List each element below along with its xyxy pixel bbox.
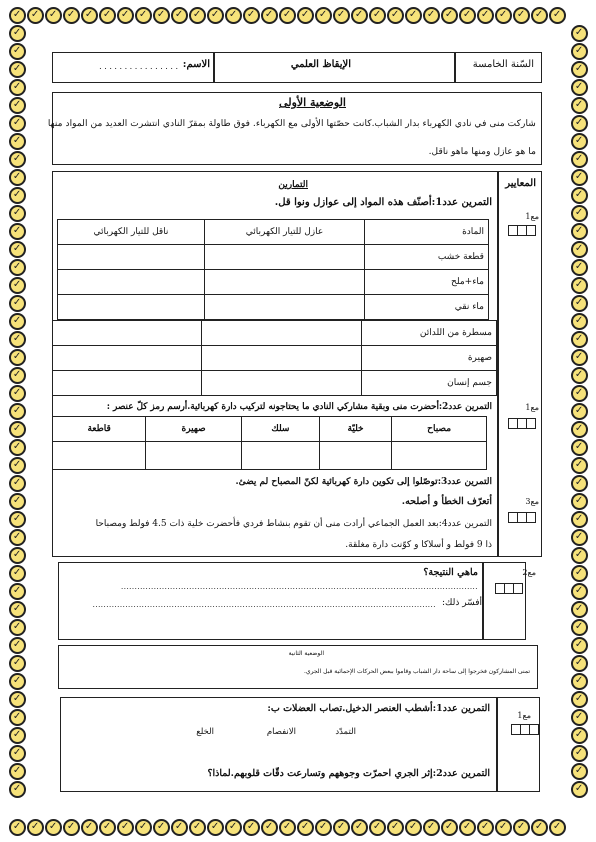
ex2-prompt: التمرين عدد2:أحضرت منى وبقية مشاركي النادي ما يحتاجونه لتركيب دارة كهربائية.أرسم رمز كلّ عنصر : [106,402,492,412]
border-check-icon: ✓ [9,7,26,24]
ex4-explain: أفسّر ذلك: [441,598,482,608]
ex4-answer-line1[interactable]: ................................................................................................................................... [121,583,478,591]
border-check-icon: ✓ [477,819,494,836]
border-check-icon: ✓ [571,475,588,492]
ex1-cell[interactable] [53,321,202,346]
border-check-icon: ✓ [225,819,242,836]
border-check-icon: ✓ [9,493,26,510]
border-check-icon: ✓ [441,7,458,24]
border-check-icon: ✓ [477,7,494,24]
ex2-symbol-cell[interactable] [146,442,242,470]
border-check-icon: ✓ [571,349,588,366]
border-check-icon: ✓ [9,241,26,258]
border-check-icon: ✓ [9,133,26,150]
border-check-icon: ✓ [513,7,530,24]
border-check-icon: ✓ [9,727,26,744]
border-check-icon: ✓ [571,619,588,636]
border-check-icon: ✓ [9,565,26,582]
border-check-icon: ✓ [9,187,26,204]
border-check-icon: ✓ [9,331,26,348]
border-check-icon: ✓ [9,43,26,60]
ex3-task: أتعرّف الخطأ و أصلحه. [401,496,492,507]
border-check-icon: ✓ [9,619,26,636]
border-check-icon: ✓ [9,295,26,312]
level-label: السّنة الخامسة [472,59,534,70]
border-check-icon: ✓ [9,349,26,366]
border-check-icon: ✓ [9,583,26,600]
border-check-icon: ✓ [207,819,224,836]
border-check-icon: ✓ [9,385,26,402]
ex2-symbol-cell[interactable] [53,442,146,470]
criterion-1b: مع1 [525,403,539,412]
border-check-icon: ✓ [571,745,588,762]
ex1-prompt: التمرين عدد1:أصنّف هذه المواد إلى عوازل ونوا قل. [274,197,492,208]
border-check-icon: ✓ [153,819,170,836]
border-check-icon: ✓ [571,151,588,168]
border-check-icon: ✓ [207,7,224,24]
border-check-icon: ✓ [571,313,588,330]
border-check-icon: ✓ [369,819,386,836]
ex1-cell[interactable] [53,371,202,396]
border-check-icon: ✓ [9,439,26,456]
name-dots[interactable]: . . . . . . . . . . . . . . . . [99,62,178,71]
border-check-icon: ✓ [9,547,26,564]
border-check-icon: ✓ [571,277,588,294]
border-check-icon: ✓ [297,7,314,24]
border-check-icon: ✓ [9,421,26,438]
ex2-component: مصباح [392,417,487,442]
border-check-icon: ✓ [9,511,26,528]
border-check-icon: ✓ [99,7,116,24]
border-check-icon: ✓ [63,819,80,836]
criteria-label: المعايير [505,178,536,189]
border-check-icon: ✓ [99,819,116,836]
border-check-icon: ✓ [315,7,332,24]
border-check-icon: ✓ [351,819,368,836]
ex1-cell[interactable] [53,346,202,371]
border-check-icon: ✓ [9,169,26,186]
border-check-icon: ✓ [387,7,404,24]
border-check-icon: ✓ [171,7,188,24]
border-check-icon: ✓ [243,7,260,24]
ex1-table-top [57,219,489,320]
border-check-icon: ✓ [459,7,476,24]
ex1-material: ماء+ملح [365,270,489,295]
border-check-icon: ✓ [9,709,26,726]
border-check-icon: ✓ [571,259,588,276]
border-check-icon: ✓ [81,7,98,24]
ex5-option[interactable]: التمدّد [335,727,356,737]
criteria2-divider [496,697,498,792]
border-check-icon: ✓ [571,43,588,60]
border-check-icon: ✓ [9,115,26,132]
border-check-icon: ✓ [27,819,44,836]
border-check-icon: ✓ [279,819,296,836]
ex6-prompt: التمرين عدد2:إثر الجري احمرّت وجوههم وتسارعت دقّات قلوبهم.لماذا؟ [207,768,490,779]
ex2-table [52,416,487,470]
border-check-icon: ✓ [571,169,588,186]
border-check-icon: ✓ [571,763,588,780]
border-check-icon: ✓ [369,7,386,24]
border-check-icon: ✓ [9,655,26,672]
border-check-icon: ✓ [571,421,588,438]
ex2-component: قاطعة [53,417,146,442]
score-box-2[interactable] [496,583,523,594]
border-check-icon: ✓ [9,637,26,654]
bottom-border [8,818,566,836]
criterion-1a: مع1 [525,212,539,221]
border-check-icon: ✓ [351,7,368,24]
ex2-symbol-cell[interactable] [392,442,487,470]
ex1-header-conductor: ناقل للتيار الكهربائي [58,220,205,245]
border-check-icon: ✓ [531,819,548,836]
border-check-icon: ✓ [423,7,440,24]
border-check-icon: ✓ [571,25,588,42]
border-check-icon: ✓ [63,7,80,24]
border-check-icon: ✓ [315,819,332,836]
border-check-icon: ✓ [9,403,26,420]
border-check-icon: ✓ [9,819,26,836]
border-check-icon: ✓ [9,97,26,114]
border-check-icon: ✓ [81,819,98,836]
result-divider [482,562,484,640]
ex1-cell[interactable] [202,321,362,346]
ex4-line1: التمرين عدد4:بعد العمل الجماعي أرادت منى أن تقوم بنشاط فردي فأحضرت خلية ذات 4.5 فولط ومصباحا [95,519,492,529]
border-check-icon: ✓ [571,511,588,528]
score-box-1b[interactable] [509,418,536,429]
border-check-icon: ✓ [571,115,588,132]
border-check-icon: ✓ [571,187,588,204]
ex2-symbol-cell[interactable] [241,442,319,470]
border-check-icon: ✓ [571,673,588,690]
ex1-cell[interactable] [205,270,365,295]
ex1-cell[interactable] [205,245,365,270]
border-check-icon: ✓ [571,241,588,258]
border-check-icon: ✓ [571,331,588,348]
situation1-title: الوضعية الأولى [279,96,346,109]
border-check-icon: ✓ [297,819,314,836]
border-check-icon: ✓ [571,367,588,384]
right-border [570,24,588,798]
border-check-icon: ✓ [571,439,588,456]
header-divider-2 [213,52,215,83]
border-check-icon: ✓ [135,7,152,24]
top-border [8,6,566,24]
border-check-icon: ✓ [571,781,588,798]
exercises-title: التمارين [278,180,308,190]
border-check-icon: ✓ [135,819,152,836]
border-check-icon: ✓ [387,819,404,836]
border-check-icon: ✓ [117,7,134,24]
border-check-icon: ✓ [27,7,44,24]
border-check-icon: ✓ [571,529,588,546]
border-check-icon: ✓ [459,819,476,836]
border-check-icon: ✓ [279,7,296,24]
border-check-icon: ✓ [531,7,548,24]
border-check-icon: ✓ [571,547,588,564]
border-check-icon: ✓ [495,7,512,24]
border-check-icon: ✓ [9,277,26,294]
border-check-icon: ✓ [189,819,206,836]
border-check-icon: ✓ [571,709,588,726]
ex1-cell[interactable] [205,295,365,320]
border-check-icon: ✓ [571,655,588,672]
criteria-divider [497,171,499,557]
criterion-3: مع3 [525,497,539,506]
border-check-icon: ✓ [189,7,206,24]
ex1-header-insulator: عازل للتيار الكهربائي [205,220,365,245]
ex5-option[interactable]: الانفصام [266,727,296,737]
border-check-icon: ✓ [571,403,588,420]
border-check-icon: ✓ [571,727,588,744]
criterion-2: مع2 [522,568,536,577]
border-check-icon: ✓ [9,457,26,474]
border-check-icon: ✓ [261,819,278,836]
ex2-component: صهيرة [146,417,242,442]
ex1-cell[interactable] [202,346,362,371]
border-check-icon: ✓ [171,819,188,836]
criterion-1c: مع1 [517,711,531,720]
score-box-1a[interactable] [509,225,536,236]
border-check-icon: ✓ [549,819,566,836]
ex1-material: قطعة خشب [365,245,489,270]
border-check-icon: ✓ [571,295,588,312]
border-check-icon: ✓ [495,819,512,836]
border-check-icon: ✓ [571,583,588,600]
ex4-line2: ذا 9 فولط و أسلاكا و كوّنت دارة مغلقة. [345,540,492,550]
border-check-icon: ✓ [9,745,26,762]
ex1-cell[interactable] [58,245,205,270]
border-check-icon: ✓ [571,133,588,150]
border-check-icon: ✓ [9,673,26,690]
border-check-icon: ✓ [45,819,62,836]
score-box-3[interactable] [509,512,536,523]
border-check-icon: ✓ [405,7,422,24]
border-check-icon: ✓ [9,223,26,240]
border-check-icon: ✓ [571,223,588,240]
border-check-icon: ✓ [9,781,26,798]
border-check-icon: ✓ [9,205,26,222]
ex5-option[interactable]: الخلع [196,727,214,737]
ex1-table-bottom [52,320,497,396]
border-check-icon: ✓ [571,565,588,582]
border-check-icon: ✓ [9,763,26,780]
border-check-icon: ✓ [571,637,588,654]
ex2-symbol-cell[interactable] [319,442,391,470]
header-divider-1 [454,52,456,83]
border-check-icon: ✓ [571,79,588,96]
border-check-icon: ✓ [571,601,588,618]
ex1-cell[interactable] [202,371,362,396]
ex5-prompt: التمرين عدد1:أشطب العنصر الدخيل.تصاب العضلات ب: [267,703,490,714]
subject-label: الإيقاظ العلمي [290,59,351,70]
border-check-icon: ✓ [441,819,458,836]
ex1-cell[interactable] [58,295,205,320]
border-check-icon: ✓ [9,367,26,384]
border-check-icon: ✓ [333,7,350,24]
border-check-icon: ✓ [9,691,26,708]
border-check-icon: ✓ [571,61,588,78]
ex1-material: جسم إنسان [362,371,497,396]
border-check-icon: ✓ [9,475,26,492]
border-check-icon: ✓ [9,151,26,168]
situation2-text: تمنى المشاركون فخرجوا إلى ساحة دار الشباب وقاموا ببعض الحركات الإحمائية قبل الجري. [303,668,530,675]
ex4-question: ماهي النتيجة؟ [423,567,478,578]
border-check-icon: ✓ [9,25,26,42]
score-box-1c[interactable] [512,724,539,735]
border-check-icon: ✓ [571,97,588,114]
ex2-component: خليّة [319,417,391,442]
ex1-header-material: المادة [365,220,489,245]
border-check-icon: ✓ [571,205,588,222]
border-check-icon: ✓ [261,7,278,24]
border-check-icon: ✓ [423,819,440,836]
border-check-icon: ✓ [9,61,26,78]
border-check-icon: ✓ [9,601,26,618]
ex3-prompt: التمرين عدد3:توصّلوا إلى تكوين دارة كهربائية لكنّ المصباح لم يضئ. [235,477,492,487]
border-check-icon: ✓ [549,7,566,24]
left-border [8,24,26,798]
border-check-icon: ✓ [571,691,588,708]
situation1-line2: ما هو عازل ومنها ماهو ناقل. [428,146,536,157]
border-check-icon: ✓ [513,819,530,836]
ex1-material: ماء نقي [365,295,489,320]
border-check-icon: ✓ [243,819,260,836]
border-check-icon: ✓ [45,7,62,24]
border-check-icon: ✓ [153,7,170,24]
situation1-line1: شاركت منى في نادي الكهرباء بدار الشباب.كانت حصّتها الأولى مع الكهرباء. فوق طاولة بمقرّ النادي انتشرت العديد من المواد منها [47,118,536,129]
name-label: الاسم: [182,59,210,70]
border-check-icon: ✓ [571,493,588,510]
border-check-icon: ✓ [225,7,242,24]
ex1-cell[interactable] [58,270,205,295]
ex4-answer-line2[interactable]: .............................................................................................................................. [92,601,436,609]
border-check-icon: ✓ [9,529,26,546]
border-check-icon: ✓ [9,79,26,96]
border-check-icon: ✓ [117,819,134,836]
border-check-icon: ✓ [571,457,588,474]
border-check-icon: ✓ [571,385,588,402]
ex1-material: صهيرة [362,346,497,371]
border-check-icon: ✓ [405,819,422,836]
situation2-title: الوضعية الثانية [288,650,324,657]
border-check-icon: ✓ [9,313,26,330]
ex1-material: مسطرة من اللدائن [362,321,497,346]
border-check-icon: ✓ [9,259,26,276]
border-check-icon: ✓ [333,819,350,836]
ex2-component: سلك [241,417,319,442]
